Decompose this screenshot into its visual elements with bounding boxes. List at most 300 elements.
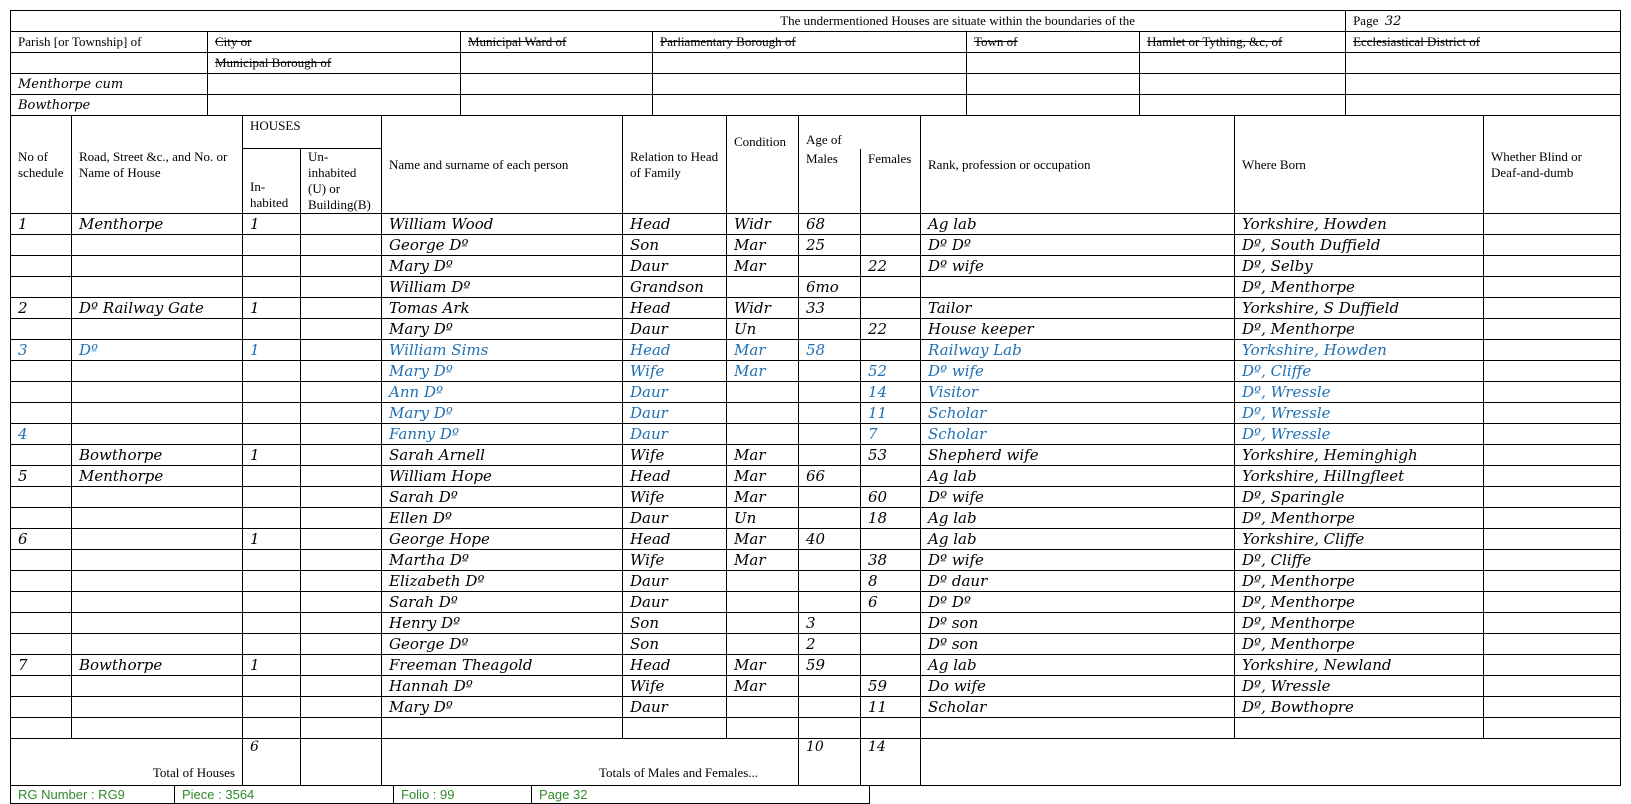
row-relation: Head (623, 466, 727, 487)
row-relation: Daur (623, 424, 727, 445)
row-name: William Wood (382, 214, 623, 235)
row-road: Menthorpe (72, 466, 243, 487)
row-inhabited (243, 634, 301, 655)
row-uninhabited (301, 298, 382, 319)
row-schedule (11, 382, 72, 403)
row-females (861, 718, 921, 739)
row-condition: Mar (727, 340, 799, 361)
row-females: 11 (861, 403, 921, 424)
col-occupation: Rank, profession or occupation (921, 116, 1235, 214)
row-name: Henry Dº (382, 613, 623, 634)
table-row (11, 256, 1621, 277)
row-schedule (11, 676, 72, 697)
row-occupation: Shepherd wife (921, 445, 1235, 466)
row-schedule (11, 697, 72, 718)
row-road: Dº (72, 340, 243, 361)
row-name: Mary Dº (382, 697, 623, 718)
row-inhabited: 1 (243, 655, 301, 676)
col-uninhabited: Un-inhabited (U) or Building(B) (301, 149, 382, 214)
row-blind (1484, 676, 1621, 697)
table-row (11, 487, 1621, 508)
row-males: 59 (799, 655, 861, 676)
row-condition (727, 571, 799, 592)
row-blind (1484, 718, 1621, 739)
col-schedule: No of schedule (11, 116, 72, 214)
table-row (11, 508, 1621, 529)
row-schedule (11, 277, 72, 298)
row-females: 11 (861, 697, 921, 718)
row-females (861, 277, 921, 298)
row-name: George Hope (382, 529, 623, 550)
row-schedule (11, 403, 72, 424)
row-males: 40 (799, 529, 861, 550)
census-sheet (10, 10, 1620, 804)
row-blind (1484, 214, 1621, 235)
row-males (799, 697, 861, 718)
row-inhabited (243, 319, 301, 340)
row-uninhabited (301, 214, 382, 235)
row-road: Bowthorpe (72, 445, 243, 466)
row-name: George Dº (382, 634, 623, 655)
row-condition (727, 277, 799, 298)
row-condition (727, 382, 799, 403)
row-birthplace: Dº, Menthorpe (1235, 634, 1484, 655)
row-inhabited (243, 592, 301, 613)
row-blind (1484, 613, 1621, 634)
row-relation: Daur (623, 508, 727, 529)
row-blind (1484, 319, 1621, 340)
totals-persons-label: Totals of Males and Females... (382, 739, 799, 786)
row-relation: Wife (623, 487, 727, 508)
row-uninhabited (301, 634, 382, 655)
row-road (72, 613, 243, 634)
row-road (72, 235, 243, 256)
parliamentary-label: Parliamentary Borough of (653, 32, 967, 53)
row-relation: Head (623, 298, 727, 319)
row-name: William Dº (382, 277, 623, 298)
table-row (11, 718, 1621, 739)
row-birthplace: Yorkshire, S Duffield (1235, 298, 1484, 319)
row-males: 33 (799, 298, 861, 319)
row-relation: Daur (623, 319, 727, 340)
page-label: Page (1353, 13, 1379, 28)
row-occupation: Dº daur (921, 571, 1235, 592)
row-occupation: Ag lab (921, 655, 1235, 676)
row-uninhabited (301, 529, 382, 550)
row-females: 7 (861, 424, 921, 445)
table-row (11, 466, 1621, 487)
row-occupation: Dº son (921, 613, 1235, 634)
row-birthplace: Yorkshire, Hillngfleet (1235, 466, 1484, 487)
row-condition: Widr (727, 298, 799, 319)
row-occupation: Ag lab (921, 529, 1235, 550)
row-road: Bowthorpe (72, 655, 243, 676)
row-males (799, 676, 861, 697)
row-inhabited (243, 361, 301, 382)
row-relation: Grandson (623, 277, 727, 298)
row-birthplace: Dº, Menthorpe (1235, 592, 1484, 613)
row-females: 22 (861, 319, 921, 340)
row-condition: Mar (727, 256, 799, 277)
row-females (861, 214, 921, 235)
boundaries-text: The undermentioned Houses are situate within the boundaries of the (11, 11, 1346, 32)
row-blind (1484, 634, 1621, 655)
row-inhabited (243, 508, 301, 529)
row-inhabited (243, 487, 301, 508)
row-females (861, 529, 921, 550)
row-birthplace: Dº, Menthorpe (1235, 571, 1484, 592)
table-row (11, 529, 1621, 550)
row-relation: Daur (623, 382, 727, 403)
row-schedule (11, 256, 72, 277)
row-schedule (11, 571, 72, 592)
row-condition: Un (727, 508, 799, 529)
row-females (861, 466, 921, 487)
row-occupation: Do wife (921, 676, 1235, 697)
table-row (11, 634, 1621, 655)
row-name: Sarah Dº (382, 487, 623, 508)
row-females: 6 (861, 592, 921, 613)
row-road: Menthorpe (72, 214, 243, 235)
row-relation: Daur (623, 256, 727, 277)
row-males: 25 (799, 235, 861, 256)
total-females-value: 14 (861, 739, 921, 786)
row-uninhabited (301, 403, 382, 424)
row-inhabited (243, 613, 301, 634)
row-road: Dº Railway Gate (72, 298, 243, 319)
row-blind (1484, 487, 1621, 508)
row-road (72, 529, 243, 550)
row-relation: Head (623, 529, 727, 550)
row-males (799, 508, 861, 529)
total-houses-value: 6 (243, 739, 301, 786)
row-relation: Wife (623, 550, 727, 571)
col-inhabited: In-habited (243, 149, 301, 214)
table-row (11, 319, 1621, 340)
row-inhabited (243, 256, 301, 277)
row-condition: Mar (727, 487, 799, 508)
row-uninhabited (301, 319, 382, 340)
row-males: 2 (799, 634, 861, 655)
row-uninhabited (301, 340, 382, 361)
row-road (72, 592, 243, 613)
row-uninhabited (301, 592, 382, 613)
row-name: Mary Dº (382, 361, 623, 382)
row-blind (1484, 571, 1621, 592)
parish-value-1: Menthorpe cum (11, 74, 208, 95)
census-table (10, 115, 1621, 786)
row-uninhabited (301, 235, 382, 256)
row-inhabited (243, 235, 301, 256)
row-blind (1484, 529, 1621, 550)
row-occupation (921, 277, 1235, 298)
row-males (799, 550, 861, 571)
row-uninhabited (301, 256, 382, 277)
table-row (11, 382, 1621, 403)
table-row (11, 655, 1621, 676)
row-birthplace: Dº, Cliffe (1235, 361, 1484, 382)
row-birthplace: Dº, Cliffe (1235, 550, 1484, 571)
city-label: City or (208, 32, 461, 53)
row-name: Ellen Dº (382, 508, 623, 529)
col-condition: Condition (727, 116, 799, 214)
row-blind (1484, 466, 1621, 487)
row-relation: Wife (623, 676, 727, 697)
row-occupation: Dº wife (921, 550, 1235, 571)
row-relation: Son (623, 613, 727, 634)
row-occupation: Scholar (921, 403, 1235, 424)
row-birthplace: Dº, Menthorpe (1235, 319, 1484, 340)
row-schedule: 1 (11, 214, 72, 235)
table-row (11, 340, 1621, 361)
row-road (72, 487, 243, 508)
row-schedule (11, 319, 72, 340)
row-schedule (11, 235, 72, 256)
row-females (861, 655, 921, 676)
parish-value-2: Bowthorpe (11, 95, 208, 116)
row-road (72, 361, 243, 382)
row-name: Mary Dº (382, 319, 623, 340)
row-females: 18 (861, 508, 921, 529)
row-condition: Mar (727, 466, 799, 487)
row-occupation: Dº wife (921, 361, 1235, 382)
row-name: Mary Dº (382, 256, 623, 277)
row-road (72, 256, 243, 277)
row-condition (727, 718, 799, 739)
row-uninhabited (301, 613, 382, 634)
row-uninhabited (301, 487, 382, 508)
row-occupation: Dº wife (921, 487, 1235, 508)
row-occupation: Dº wife (921, 256, 1235, 277)
row-name: William Hope (382, 466, 623, 487)
parish-label: Parish [or Township] of (11, 32, 208, 53)
row-females (861, 235, 921, 256)
row-inhabited (243, 466, 301, 487)
row-schedule (11, 550, 72, 571)
row-blind (1484, 592, 1621, 613)
table-row (11, 676, 1621, 697)
row-condition: Widr (727, 214, 799, 235)
row-name: Martha Dº (382, 550, 623, 571)
row-blind (1484, 508, 1621, 529)
row-blind (1484, 340, 1621, 361)
row-road (72, 508, 243, 529)
row-blind (1484, 424, 1621, 445)
row-birthplace: Dº, Wressle (1235, 382, 1484, 403)
row-blind (1484, 445, 1621, 466)
row-relation: Wife (623, 361, 727, 382)
row-occupation: Railway Lab (921, 340, 1235, 361)
row-females (861, 340, 921, 361)
row-condition (727, 634, 799, 655)
row-females (861, 613, 921, 634)
row-schedule (11, 361, 72, 382)
row-relation: Daur (623, 592, 727, 613)
ecclesiastical-label: Ecclesiastical District of (1346, 32, 1621, 53)
col-blind: Whether Blind or Deaf-and-dumb (1484, 116, 1621, 214)
row-name: Elizabeth Dº (382, 571, 623, 592)
row-occupation: Tailor (921, 298, 1235, 319)
row-condition: Mar (727, 550, 799, 571)
row-uninhabited (301, 361, 382, 382)
page-ref: Page 32 (532, 786, 870, 804)
row-occupation: Ag lab (921, 466, 1235, 487)
row-inhabited: 1 (243, 529, 301, 550)
row-males (799, 718, 861, 739)
row-name: Sarah Dº (382, 592, 623, 613)
row-schedule (11, 508, 72, 529)
row-name: George Dº (382, 235, 623, 256)
hamlet-label: Hamlet or Tything, &c, of (1140, 32, 1346, 53)
row-males: 6mo (799, 277, 861, 298)
row-occupation (921, 718, 1235, 739)
row-females (861, 634, 921, 655)
table-row (11, 550, 1621, 571)
row-males (799, 424, 861, 445)
row-birthplace: Dº, Menthorpe (1235, 508, 1484, 529)
row-uninhabited (301, 424, 382, 445)
table-row (11, 403, 1621, 424)
row-relation: Head (623, 214, 727, 235)
table-row (11, 298, 1621, 319)
col-relation: Relation to Head of Family (623, 116, 727, 214)
page-number: 32 (1384, 14, 1402, 29)
boundaries-header (10, 10, 1621, 116)
row-name (382, 718, 623, 739)
row-relation (623, 718, 727, 739)
row-birthplace (1235, 718, 1484, 739)
row-name: Freeman Theagold (382, 655, 623, 676)
row-males: 58 (799, 340, 861, 361)
row-blind (1484, 382, 1621, 403)
row-females (861, 298, 921, 319)
row-inhabited: 1 (243, 445, 301, 466)
piece-number: Piece : 3564 (175, 786, 394, 804)
row-blind (1484, 277, 1621, 298)
table-row (11, 445, 1621, 466)
row-road (72, 697, 243, 718)
row-condition (727, 592, 799, 613)
table-row (11, 424, 1621, 445)
row-blind (1484, 235, 1621, 256)
row-occupation: House keeper (921, 319, 1235, 340)
row-road (72, 550, 243, 571)
row-condition: Mar (727, 676, 799, 697)
row-uninhabited (301, 277, 382, 298)
row-males (799, 571, 861, 592)
row-road (72, 424, 243, 445)
row-birthplace: Dº, Wressle (1235, 424, 1484, 445)
row-relation: Head (623, 340, 727, 361)
row-name: Tomas Ark (382, 298, 623, 319)
row-condition: Mar (727, 235, 799, 256)
row-name: Hannah Dº (382, 676, 623, 697)
row-occupation: Ag lab (921, 508, 1235, 529)
row-inhabited (243, 424, 301, 445)
row-blind (1484, 361, 1621, 382)
row-inhabited: 1 (243, 298, 301, 319)
row-schedule: 6 (11, 529, 72, 550)
total-houses-label: Total of Houses (11, 739, 243, 786)
row-inhabited: 1 (243, 214, 301, 235)
row-schedule: 3 (11, 340, 72, 361)
row-schedule (11, 718, 72, 739)
row-uninhabited (301, 718, 382, 739)
row-birthplace: Dº, Sparingle (1235, 487, 1484, 508)
row-road (72, 718, 243, 739)
table-row (11, 592, 1621, 613)
row-inhabited (243, 382, 301, 403)
row-condition (727, 697, 799, 718)
folio-number: Folio : 99 (394, 786, 532, 804)
row-birthplace: Yorkshire, Cliffe (1235, 529, 1484, 550)
row-blind (1484, 655, 1621, 676)
row-birthplace: Dº, South Duffield (1235, 235, 1484, 256)
table-row (11, 571, 1621, 592)
row-females: 60 (861, 487, 921, 508)
row-inhabited (243, 697, 301, 718)
row-uninhabited (301, 508, 382, 529)
town-label: Town of (967, 32, 1140, 53)
row-females: 14 (861, 382, 921, 403)
row-occupation: Dº Dº (921, 235, 1235, 256)
row-inhabited (243, 550, 301, 571)
col-road: Road, Street &c., and No. or Name of House (72, 116, 243, 214)
row-relation: Wife (623, 445, 727, 466)
row-blind (1484, 403, 1621, 424)
row-condition: Mar (727, 361, 799, 382)
census-rows (11, 214, 1621, 739)
table-row (11, 361, 1621, 382)
row-birthplace: Yorkshire, Heminghigh (1235, 445, 1484, 466)
row-occupation: Ag lab (921, 214, 1235, 235)
row-condition: Mar (727, 445, 799, 466)
row-males (799, 403, 861, 424)
row-uninhabited (301, 655, 382, 676)
reference-footer (10, 785, 870, 804)
row-inhabited (243, 676, 301, 697)
total-males-value: 10 (799, 739, 861, 786)
row-birthplace: Yorkshire, Howden (1235, 214, 1484, 235)
row-birthplace: Dº, Selby (1235, 256, 1484, 277)
table-row (11, 613, 1621, 634)
row-occupation: Dº Dº (921, 592, 1235, 613)
row-males: 3 (799, 613, 861, 634)
row-relation: Son (623, 634, 727, 655)
row-name: William Sims (382, 340, 623, 361)
row-name: Mary Dº (382, 403, 623, 424)
row-inhabited (243, 277, 301, 298)
row-males (799, 487, 861, 508)
table-row (11, 697, 1621, 718)
row-males: 66 (799, 466, 861, 487)
row-condition: Mar (727, 655, 799, 676)
row-schedule (11, 634, 72, 655)
row-inhabited (243, 718, 301, 739)
row-males (799, 382, 861, 403)
row-schedule (11, 613, 72, 634)
row-males (799, 256, 861, 277)
row-condition (727, 613, 799, 634)
row-name: Sarah Arnell (382, 445, 623, 466)
row-uninhabited (301, 571, 382, 592)
row-blind (1484, 256, 1621, 277)
table-row (11, 235, 1621, 256)
row-condition: Un (727, 319, 799, 340)
row-birthplace: Dº, Bowthopre (1235, 697, 1484, 718)
row-occupation: Dº son (921, 634, 1235, 655)
row-road (72, 571, 243, 592)
